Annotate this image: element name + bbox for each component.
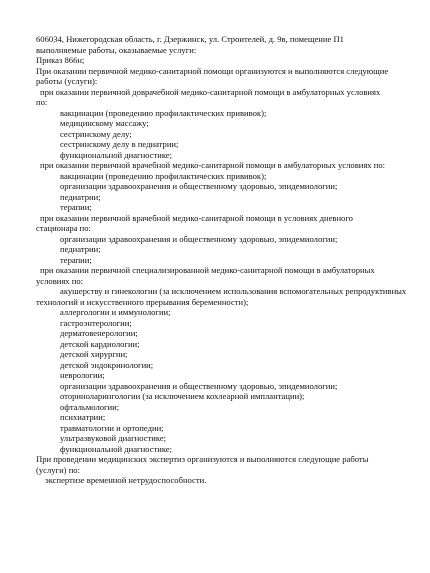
document-line: акушерству и гинекологии (за исключением использования вспомогательных репродуктивных	[60, 286, 407, 296]
document-line: аллергологии и иммунологии;	[60, 307, 171, 317]
document-line: терапии;	[60, 202, 92, 212]
document-line: травматологии и ортопедии;	[60, 422, 164, 433]
document-line: функциональной диагностике;	[60, 149, 173, 160]
document-line: работы (услуги):	[36, 76, 98, 86]
document-line: медицинскому массажу;	[60, 118, 149, 128]
document-line: экспертизе временной нетрудоспособности.	[45, 475, 207, 485]
document-line: (услуги) по:	[36, 464, 80, 475]
document-line: дерматовенерологии;	[60, 328, 138, 338]
document-line: технологий и искусственного прерывания беременности);	[36, 296, 249, 307]
document-line: по:	[36, 97, 48, 107]
document-line: стационара по:	[36, 223, 91, 233]
document-line: сестринскому делу в педиатрии;	[60, 139, 179, 149]
document-line: сестринскому делу;	[60, 128, 132, 139]
document-line: организации здравоохранения и общественному здоровью, эпидемиологии;	[60, 233, 338, 244]
document-line: при оказании первичной доврачебной медико-санитарной помощи в амбулаторных условиях	[40, 86, 381, 97]
document-line: психиатрии;	[60, 412, 106, 422]
document-line: детской эндокринологии;	[60, 359, 154, 370]
document-line: функциональной диагностике;	[60, 443, 173, 454]
document-line: педиатрии;	[60, 244, 101, 254]
document-line: Приказ 866н;	[36, 55, 85, 65]
document-line: детской хирургии;	[60, 349, 128, 359]
document-line: вакцинации (проведению профилактических прививок);	[60, 107, 267, 118]
document-line: оториноларингологии (за исключением кохлеарной имплантации);	[60, 391, 305, 401]
document-line: терапии;	[60, 254, 92, 265]
document-line: детской кардиологии;	[60, 338, 140, 349]
document-line: При оказании первичной медико-санитарной помощи организуются и выполняются следующие	[36, 65, 389, 76]
document-line: ультразвуковой диагностике;	[60, 433, 167, 443]
document-line: организации здравоохранения и общественному здоровью, эпидемиологии;	[60, 181, 338, 191]
document-line: офтальмологии;	[60, 401, 120, 412]
document-line: при оказании первичной врачебной медико-санитарной помощи в условиях дневного	[40, 212, 353, 223]
document-line: условиях по:	[36, 275, 84, 286]
document-line: При проведении медицинских экспертиз организуются и выполняются следующие работы	[36, 454, 369, 464]
document-line: вакцинации (проведению профилактических прививок);	[60, 170, 267, 181]
document-line: выполняемые работы, оказываемые услуги:	[36, 44, 197, 55]
document-line: при оказании первичной специализированной медико-санитарной помощи в амбулаторных	[40, 265, 375, 275]
document-line: организации здравоохранения и общественному здоровью, эпидемиологии;	[60, 380, 338, 391]
document-line: гастроэнтерологии;	[60, 317, 132, 328]
document-line: педиатрии;	[60, 191, 101, 202]
document-line: неврологии;	[60, 370, 105, 380]
document-line: при оказании первичной врачебной медико-санитарной помощи в амбулаторных условиях по:	[40, 160, 386, 170]
document-line: 606034, Нижегородская область, г. Дзержинск, ул. Строителей, д. 9в, помещение П1	[36, 34, 344, 44]
